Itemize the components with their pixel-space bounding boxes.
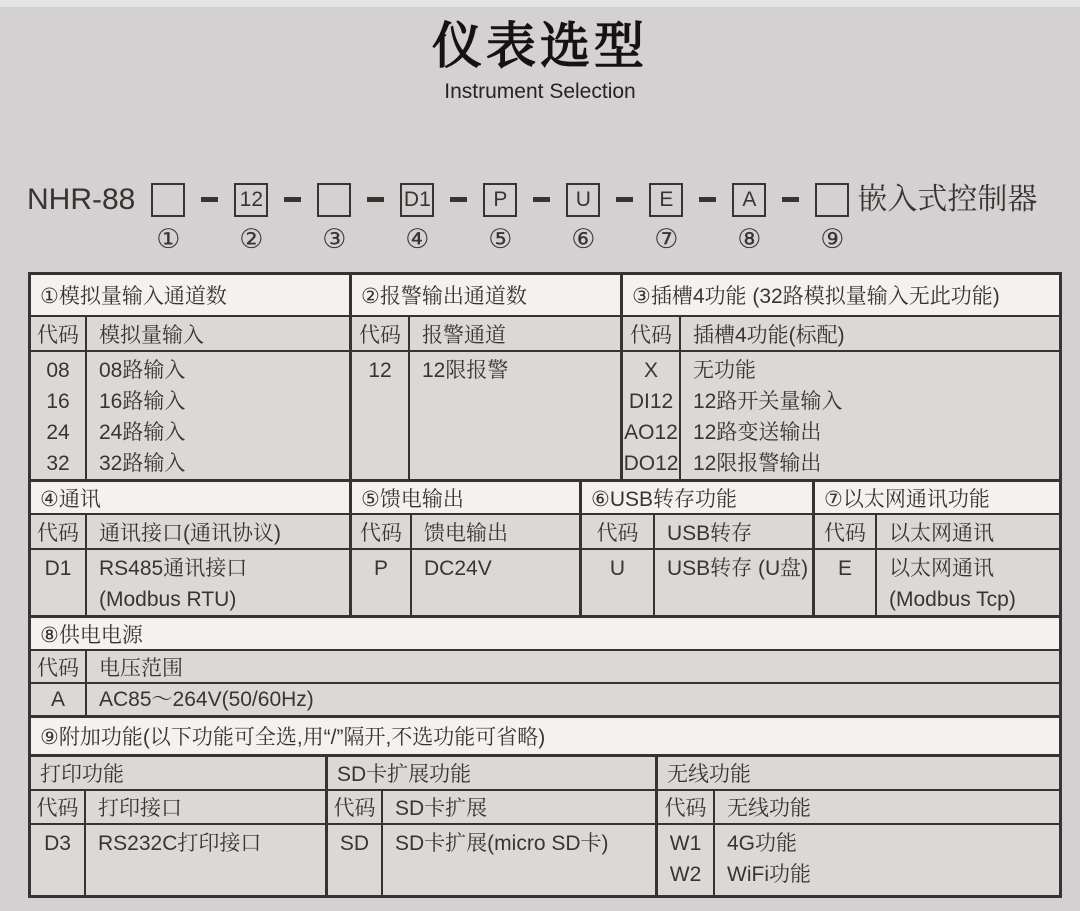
section-sd-card-function [325, 757, 655, 895]
model-slot-1 [151, 183, 185, 254]
code-value: 16 [46, 390, 70, 413]
column-header-row [623, 315, 1059, 350]
column-header-row [815, 513, 1059, 548]
section-title: ⑤馈电输出 [352, 482, 579, 513]
code-box-9 [815, 183, 849, 217]
column-header-row [31, 649, 1059, 682]
section-usb-transfer [579, 482, 812, 615]
position-number-7: ⑦ [654, 224, 679, 255]
code-cell [815, 550, 877, 615]
desc-cell [412, 550, 579, 615]
model-suffix: 嵌入式控制器 [857, 183, 1038, 216]
desc-cell [877, 550, 1059, 615]
code-value: X [643, 359, 658, 382]
desc-value: 4G功能 [727, 832, 798, 855]
desc-header-cell: 模拟量输入 [99, 323, 204, 347]
position-number-3: ③ [322, 224, 347, 255]
desc-header-cell: 打印接口 [98, 797, 182, 820]
model-slot-2 [234, 183, 268, 254]
code-cell [582, 550, 655, 615]
model-slot-6 [566, 183, 600, 254]
section-power-feed-output [349, 482, 579, 615]
code-cell [31, 550, 87, 615]
desc-header-cell: 馈电输出 [424, 521, 508, 545]
code-cell [352, 550, 412, 615]
section-body [352, 350, 620, 479]
model-slot-8 [732, 183, 766, 254]
code-box-7: E [649, 183, 683, 217]
section-title: ⑦以太网通讯功能 [815, 482, 1059, 513]
code-cell [31, 825, 86, 895]
desc-cell [383, 825, 655, 895]
code-value: D1 [44, 557, 72, 580]
section-power-supply [31, 618, 1059, 715]
code-value: E [837, 557, 852, 580]
code-cell [31, 684, 87, 715]
code-header-cell: 代码 [31, 651, 87, 682]
code-value: 32 [46, 452, 70, 475]
code-value: 24 [46, 421, 70, 444]
desc-header-cell: 电压范围 [99, 656, 183, 680]
section-communication [31, 482, 349, 615]
code-box-5: P [483, 183, 517, 217]
section-title: ⑥USB转存功能 [582, 482, 812, 513]
desc-value: DC24V [424, 557, 492, 580]
code-cell [658, 825, 715, 895]
section-title: ④通讯 [31, 482, 349, 513]
code-header-cell: 代码 [658, 791, 715, 823]
code-value: W1 [669, 832, 702, 855]
section-title: 无线功能 [658, 757, 1059, 789]
desc-value: 16路输入 [99, 390, 186, 413]
column-header-row [31, 315, 349, 350]
desc-value: 32路输入 [99, 452, 186, 475]
code-box-6: U [566, 183, 600, 217]
section-title: ⑧供电电源 [31, 618, 1059, 649]
position-number-1: ① [156, 224, 181, 255]
model-slot-9 [815, 183, 849, 254]
section-body [31, 682, 1059, 715]
section-alarm-output-channels [349, 275, 620, 479]
desc-value: 08路输入 [99, 359, 186, 382]
section-body [31, 823, 325, 895]
section-body [623, 350, 1059, 479]
section-body [582, 548, 812, 615]
section-slot4-function [620, 275, 1059, 479]
code-cell [623, 352, 681, 479]
desc-value: (Modbus RTU) [99, 588, 237, 611]
section-additional-functions-title: ⑨附加功能(以下功能可全选,用“/”隔开,不选功能可省略) [31, 718, 1059, 754]
desc-header-cell: 插槽4功能(标配) [693, 323, 845, 347]
code-header-cell: 代码 [582, 515, 655, 548]
column-header-row [352, 513, 579, 548]
code-value: U [609, 557, 626, 580]
desc-value: 12路变送输出 [693, 421, 822, 444]
band-5 [31, 754, 1059, 895]
section-title: ①模拟量输入通道数 [31, 275, 349, 315]
desc-value: WiFi功能 [727, 863, 811, 886]
column-header-row [658, 789, 1059, 823]
position-number-6: ⑥ [571, 224, 596, 255]
model-slot-7 [649, 183, 683, 254]
code-header-cell: 代码 [31, 515, 87, 548]
code-header-cell: 代码 [815, 515, 877, 548]
page-subtitle: Instrument Selection [444, 80, 636, 103]
section-body [31, 350, 349, 479]
desc-cell [87, 684, 1059, 715]
desc-value: 无功能 [693, 359, 756, 382]
dash-separator [450, 197, 467, 202]
code-cell [328, 825, 383, 895]
column-header-row [352, 315, 620, 350]
code-box-1 [151, 183, 185, 217]
code-value: AO12 [624, 421, 678, 444]
desc-value: 12限报警输出 [693, 452, 822, 475]
code-box-4: D1 [400, 183, 434, 217]
model-prefix: NHR-88 [27, 183, 136, 216]
code-header-cell: 代码 [352, 317, 410, 350]
desc-cell [87, 352, 349, 479]
column-header-row [31, 789, 325, 823]
dash-separator [367, 197, 384, 202]
desc-cell [715, 825, 1059, 895]
column-header-row [582, 513, 812, 548]
section-title: SD卡扩展功能 [328, 757, 655, 789]
section-title: ②报警输出通道数 [352, 275, 620, 315]
model-code-row [27, 183, 1037, 254]
dash-separator [699, 197, 716, 202]
position-number-5: ⑤ [488, 224, 513, 255]
code-value: DI12 [628, 390, 674, 413]
model-slot-5 [483, 183, 517, 254]
desc-header-cell: 无线功能 [727, 797, 811, 820]
section-body [31, 548, 349, 615]
code-value: P [373, 557, 388, 580]
position-number-2: ② [239, 224, 264, 255]
column-header-row [31, 513, 349, 548]
desc-value: 12路开关量输入 [693, 390, 843, 413]
code-header-cell: 代码 [352, 515, 412, 548]
section-wireless-function [655, 757, 1059, 895]
code-value: W2 [669, 863, 702, 886]
dash-separator [533, 197, 550, 202]
model-slot-3 [317, 183, 351, 254]
code-cell [352, 352, 410, 479]
section-body [658, 823, 1059, 895]
code-header-cell: 代码 [31, 317, 87, 350]
desc-header-cell: 通讯接口(通讯协议) [99, 521, 281, 545]
code-header-cell: 代码 [328, 791, 383, 823]
section-print-function [31, 757, 325, 895]
desc-value: 24路输入 [99, 421, 186, 444]
desc-cell [410, 352, 620, 479]
position-number-4: ④ [405, 224, 430, 255]
section-body [352, 548, 579, 615]
desc-cell [87, 550, 349, 615]
code-value: D3 [44, 832, 71, 855]
code-box-8: A [732, 183, 766, 217]
desc-cell [655, 550, 812, 615]
code-box-3 [317, 183, 351, 217]
section-body [815, 548, 1059, 615]
column-header-row [328, 789, 655, 823]
section-body [328, 823, 655, 895]
desc-value: (Modbus Tcp) [889, 588, 1016, 611]
code-value: DO12 [623, 452, 679, 475]
page-title: 仪表选型 [432, 18, 648, 74]
band-2 [31, 479, 1059, 615]
desc-value: 12限报警 [422, 359, 509, 382]
position-number-8: ⑧ [737, 224, 762, 255]
desc-cell [86, 825, 325, 895]
code-value: A [50, 688, 65, 711]
code-value: 08 [46, 359, 70, 382]
desc-value: USB转存 (U盘) [667, 557, 809, 580]
desc-value: SD卡扩展(micro SD卡) [395, 832, 609, 855]
desc-value: 以太网通讯 [889, 557, 994, 580]
code-value: SD [339, 832, 370, 855]
section-title: 打印功能 [31, 757, 325, 789]
desc-value: RS485通讯接口 [99, 557, 248, 580]
position-number-9: ⑨ [820, 224, 845, 255]
selection-table [28, 272, 1062, 898]
dash-separator [201, 197, 218, 202]
desc-cell [681, 352, 1059, 479]
desc-header-cell: USB转存 [667, 521, 753, 545]
section-ethernet [812, 482, 1059, 615]
dash-separator [616, 197, 633, 202]
band-3 [31, 615, 1059, 715]
section-analog-input-channels [31, 275, 349, 479]
band-4 [31, 715, 1059, 754]
dash-separator [782, 197, 799, 202]
code-value: 12 [368, 359, 392, 382]
code-header-cell: 代码 [623, 317, 681, 350]
desc-header-cell: SD卡扩展 [395, 797, 488, 820]
code-cell [31, 352, 87, 479]
dash-separator [284, 197, 301, 202]
desc-header-cell: 以太网通讯 [889, 521, 994, 545]
model-slot-4 [400, 183, 434, 254]
code-box-2: 12 [234, 183, 268, 217]
band-1 [31, 275, 1059, 479]
desc-value: AC85～264V(50/60Hz) [99, 688, 314, 711]
desc-header-cell: 报警通道 [422, 323, 506, 347]
code-header-cell: 代码 [31, 791, 86, 823]
section-title: ③插槽4功能 (32路模拟量输入无此功能) [623, 275, 1059, 315]
desc-value: RS232C打印接口 [98, 832, 262, 855]
